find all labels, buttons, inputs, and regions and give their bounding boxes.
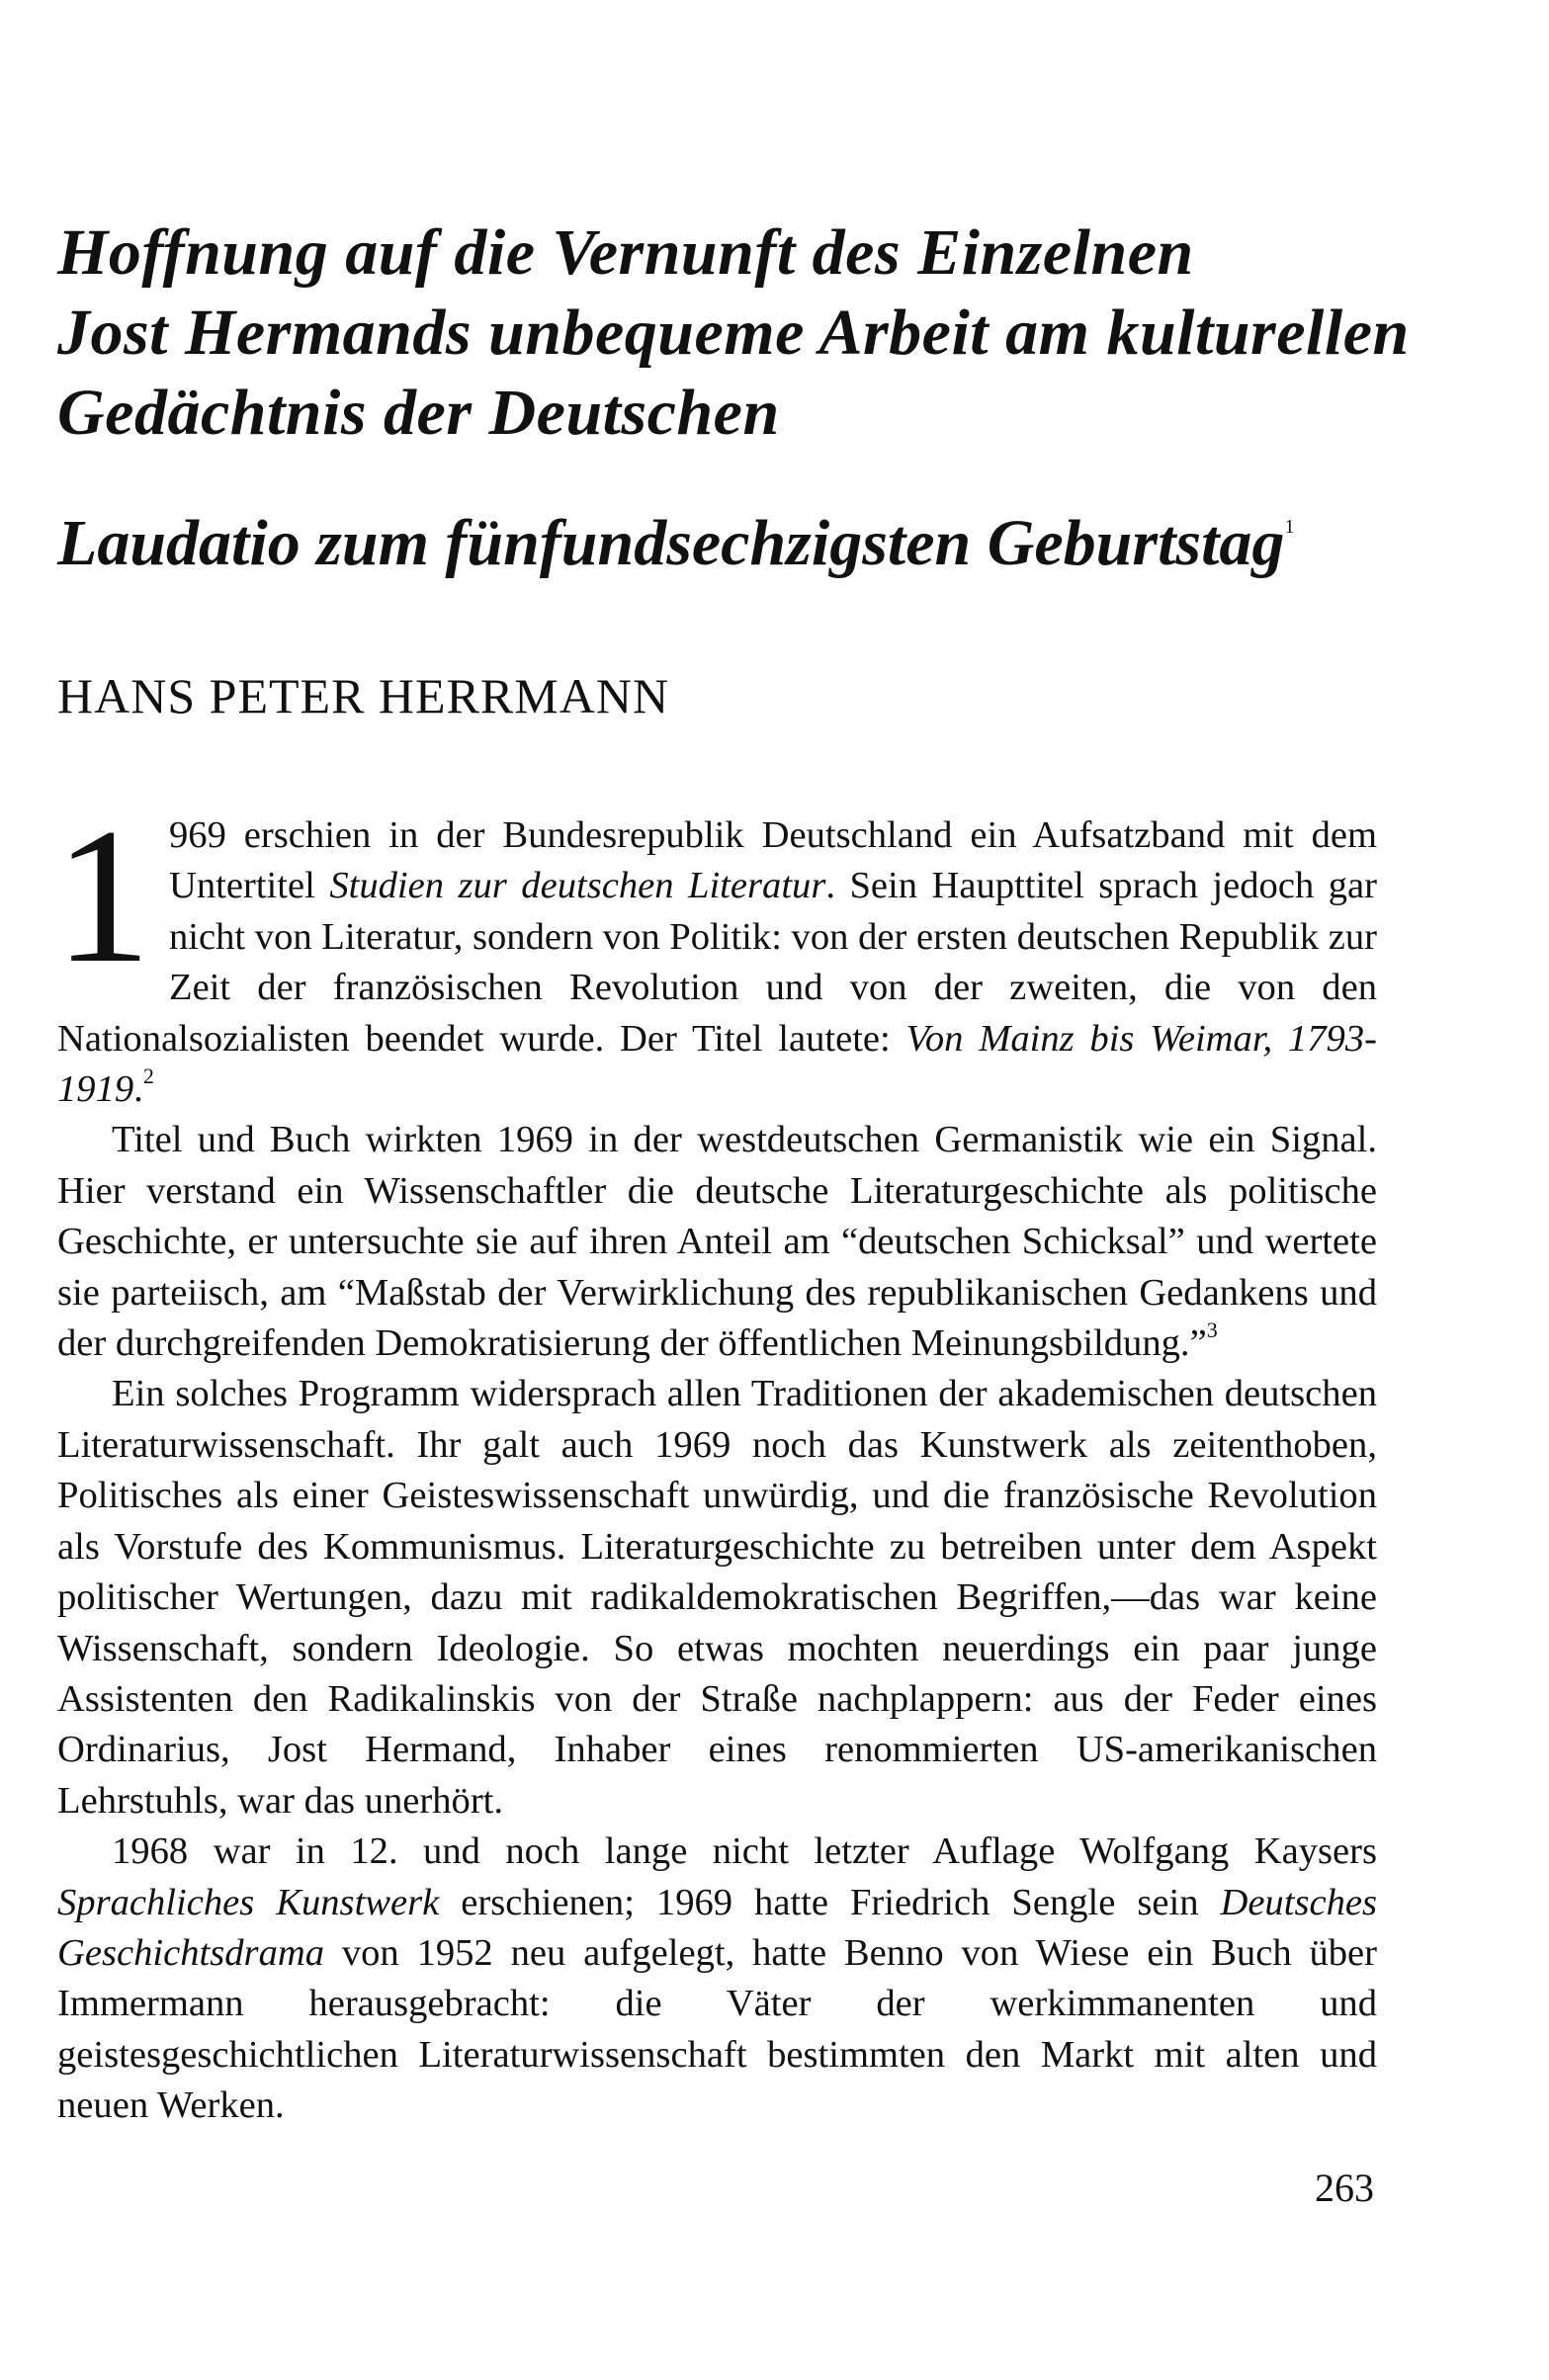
subtitle-text: Laudatio zum fünfundsechzigsten Geburtstag: [57, 507, 1285, 579]
italic-book-title: Von Mainz bis Weimar, 1793- 1919: [57, 1017, 1377, 1111]
title-line-1: Hoffnung auf die Vernunft des Einzelnen: [57, 216, 1194, 289]
paragraph-3: Ein solches Programm widersprach allen Traditionen der akademischen deutschen Literaturwissenschaft. Ihr galt auch 1969 noch das Kunstwerk als zeitenthoben, Politisches als einer Geisteswissenschaft unwürdig, und die französische Revolution als Vorstufe des Kommunismus. Literaturgeschichte zu betreiben unter dem Aspekt politischer Wertungen, dazu mit radikaldemokratischen Begriffen,—das war keine Wissenschaft, sondern Ideologie. So etwas mochten neuerdings ein paar junge Assistenten den Radikalinskis von der Straße nachplappern: aus der Feder eines Ordinarius, Jost Hermand, Inhaber eines renommierten US-amerikanischen Lehrstuhls, war das unerhört.: [57, 1373, 1377, 1822]
paragraph-4-text-c: von 1952 neu aufgelegt, hatte Benno von Wiese ein Buch über Immermann herausgebracht: die Väter der werkimmanenten und geistesgeschichtlichen Literaturwissenschaft bestimmten den Markt mit alten und neuen Werken.: [57, 1931, 1377, 2127]
author-name: HANS PETER HERRMANN: [57, 668, 670, 723]
drop-cap: 1: [54, 789, 151, 1003]
page-number: 263: [1315, 2166, 1374, 2210]
paragraph-1: [54, 789, 1377, 1115]
italic-subtitle-reference: Studien zur deutschen Literatur: [329, 865, 826, 907]
footnote-marker-3: 3: [1206, 1318, 1218, 1343]
title-line-3: Gedächtnis der Deutschen: [57, 377, 780, 449]
article-title: [57, 212, 1410, 453]
paragraph-1-text-a: 969 erschien in der Bundesrepublik Deutschland ein Aufsatzband mit dem Untertitel: [169, 814, 1377, 907]
footnote-marker-2: 2: [142, 1063, 154, 1089]
italic-work-title-2: Deutsches Geschichtsdrama: [57, 1881, 1378, 1974]
title-line-2: Jost Hermands unbequeme Arbeit am kulturellen: [57, 297, 1410, 369]
footnote-marker-1: 1: [1284, 516, 1295, 538]
paragraph-4-text-b: erschienen; 1969 hatte Friedrich Sengle sein: [439, 1881, 1221, 1923]
paragraph-2-text: Titel und Buch wirkten 1969 in der westdeutschen Germanistik wie ein Signal. Hier verstand ein Wissenschaftler die deutsche Literaturgeschichte als politische Geschichte, er untersuchte sie auf ihren Anteil am “deutschen Schicksal” und wertete sie parteiisch, am “Maßstab der Verwirklichung des republikanischen Gedankens und der durchgreifenden Demokratisierung der öffentlichen Meinungsbildung.”: [57, 1119, 1377, 1365]
article-body: [54, 789, 1378, 2132]
article-subtitle: [57, 506, 1294, 581]
paragraph-4-text-a: 1968 war in 12. und noch lange nicht letzter Auflage Wolfgang Kaysers: [112, 1830, 1377, 1873]
paragraph-1-text-b: . Sein Haupttitel sprach jedoch gar nicht von Literatur, sondern von Politik: von der ersten deutschen Republik zur Zeit der französischen Revolution und von der zweiten, die von den Nationalsozialisten beendet wurde. Der Titel lautete:: [57, 865, 1377, 1060]
paragraph-4: [57, 1827, 1377, 2131]
paragraph-2: [57, 1115, 1377, 1369]
italic-work-title-1: Sprachliches Kunstwerk: [57, 1881, 440, 1923]
paragraph-1-text-c: .: [133, 1068, 143, 1111]
